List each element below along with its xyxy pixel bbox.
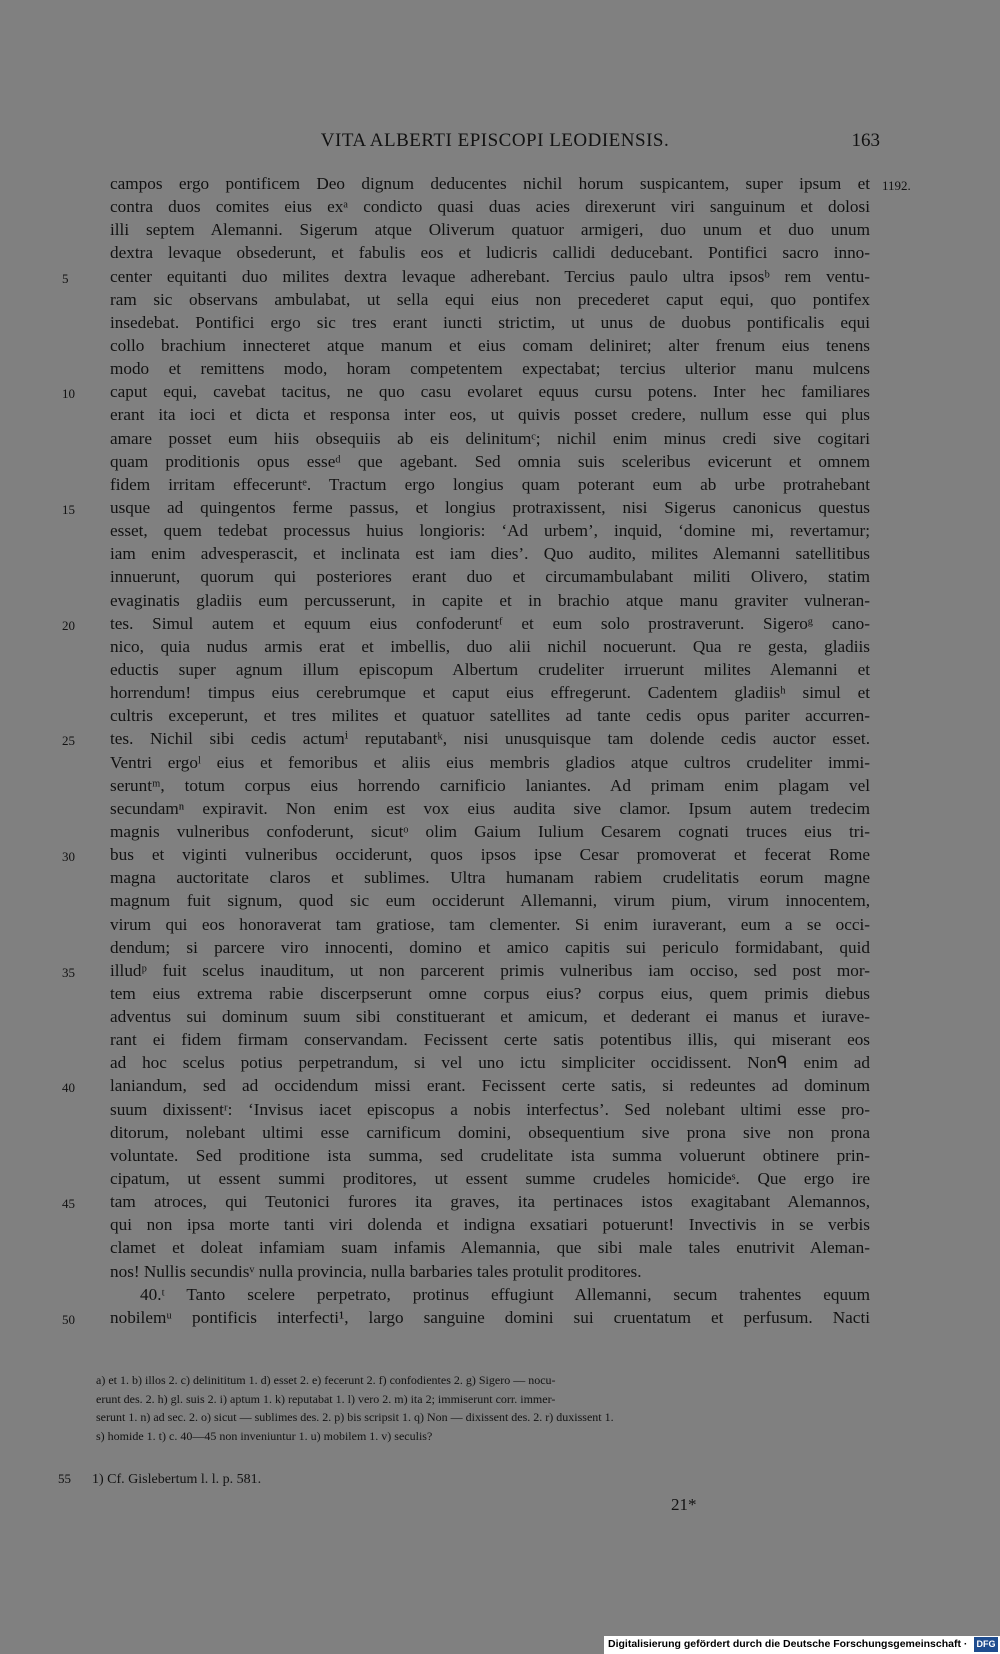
text-line bbox=[110, 936, 870, 959]
line-text: evaginatis gladiis eum percusserunt, in capite et in brachio atque manu graviter vulneran- bbox=[110, 590, 870, 610]
text-line bbox=[62, 727, 870, 750]
text-line bbox=[110, 658, 870, 681]
line-text: dextra levaque obsederunt, et fabulis eos et ludicris callidi deducebant. Pontifici sacro inno- bbox=[110, 243, 870, 263]
page-number: 163 bbox=[851, 130, 880, 151]
text-line bbox=[110, 1051, 870, 1074]
line-text: bus et viginti vulneribus occiderunt, quos ipsos ipse Cesar promoverat et fecerat Rome bbox=[110, 845, 870, 865]
text-line bbox=[110, 334, 870, 357]
line-text: laniandum, sed ad occidendum missi erant. Fecissent certe satis, si redeuntes ad dominum bbox=[110, 1076, 870, 1096]
footnote-text: 1) Cf. Gislebertum l. l. p. 581. bbox=[92, 1472, 262, 1487]
line-number: 40 bbox=[62, 1080, 75, 1096]
line-text: illi septem Alemanni. Sigerum atque Oliverum quatuor armigeri, duo unum et duo unum bbox=[110, 220, 870, 240]
text-line bbox=[62, 959, 870, 982]
text-line bbox=[62, 380, 870, 403]
line-text: amare posset eum hiis obsequiis ab eis delinitumᶜ; nichil enim minus credi sive cogitari bbox=[110, 428, 870, 448]
line-text: virum qui eos honoraverat tam gratiose, tam clementer. Si enim iuraverant, eum a se occi- bbox=[110, 914, 870, 934]
sheet-signature: 21* bbox=[671, 1495, 697, 1514]
text-line bbox=[110, 1005, 870, 1028]
text-line bbox=[110, 519, 870, 542]
text-line bbox=[110, 1028, 870, 1051]
line-text: modo et remittens modo, horam competentem expectabat; tercius ulterior manu mulcens bbox=[110, 359, 870, 379]
variant-note-line: erunt des. 2. h) gl. suis 2. i) aptum 1. k) reputabat 1. l) vero 2. m) ita 2; immiserunt corr. immer- bbox=[96, 1391, 556, 1406]
line-text: tem eius extrema rabie discerpserunt omne corpus eius? corpus eius, quem primis diebus bbox=[110, 983, 870, 1003]
line-number: 35 bbox=[62, 964, 75, 980]
line-text: collo brachium innecteret atque manum et eius comam deliniret; alter frenum eius tenens bbox=[110, 335, 870, 355]
text-line bbox=[110, 357, 870, 380]
line-text: campos ergo pontificem Deo dignum deducentes nichil horum suspicantem, super ipsum et bbox=[110, 174, 870, 193]
variant-note-line: s) homide 1. t) c. 40—45 non inveniuntur 1. u) mobilem 1. v) seculis? bbox=[96, 1428, 433, 1443]
text-line bbox=[62, 1074, 870, 1097]
text-line bbox=[110, 450, 870, 473]
text-line bbox=[110, 565, 870, 588]
text-line bbox=[62, 265, 870, 288]
line-text: magnum fuit signum, quod sic eum occiderunt Allemanni, virum pium, virum innocentem, bbox=[110, 891, 870, 911]
text-line bbox=[110, 427, 870, 450]
dfg-logo-icon: DFG bbox=[974, 1637, 998, 1652]
line-text: secundamⁿ expiravit. Non enim est vox eius audita sive clamor. Ipsum autem tredecim bbox=[110, 798, 870, 818]
line-text: caput equi, cavebat tacitus, ne quo casu evolaret equus cursu potens. Inter hec familiares bbox=[110, 382, 870, 402]
text-line bbox=[110, 241, 870, 264]
line-text: tes. Simul autem et equum eius confoderuntᶠ et eum solo prostraverunt. Sigeroᵍ cano- bbox=[110, 613, 870, 633]
footnotes bbox=[58, 1471, 458, 1488]
text-line bbox=[62, 612, 870, 635]
page-header bbox=[110, 130, 880, 156]
line-text: rant ei fidem firmam conservandam. Fecissent certe satis potentibus illis, qui miserant eos bbox=[110, 1030, 870, 1050]
line-text: tes. Nichil sibi cedis actumⁱ reputabantᵏ, nisi unusquisque tam dolende cedis auctor esset. bbox=[110, 729, 870, 749]
line-text: nico, quia nudus armis erat et imbellis, duo alii nichil nocuerunt. Qua re gesta, gladiis bbox=[110, 636, 870, 656]
line-text: fidem irritam effeceruntᵉ. Tractum ergo longius quam poterant eum ab urbe protrahebant bbox=[110, 474, 870, 494]
line-text: tam atroces, qui Teutonici furores ita graves, ita pertinaces istos exagitabant Alemannos, bbox=[110, 1192, 870, 1212]
text-line bbox=[110, 1098, 870, 1121]
text-line bbox=[110, 982, 870, 1005]
line-text: innuerunt, quorum qui posteriores erant duo et circumambulabant militi Olivero, statim bbox=[110, 567, 870, 587]
text-line bbox=[110, 1283, 870, 1306]
text-line bbox=[110, 172, 911, 195]
line-text: clamet et doleat infamiam suam infamis Alemannia, que sibi male tales enutrivit Aleman- bbox=[110, 1238, 870, 1258]
text-line bbox=[110, 403, 870, 426]
text-line bbox=[110, 1121, 870, 1144]
line-text: adventus sui dominum suum sibi constituerant et amicum, et dederant ei manus et iurave- bbox=[110, 1007, 870, 1027]
line-text: illudᵖ fuit scelus inauditum, ut non parcerent primis vulneribus iam occiso, sed post mor- bbox=[110, 960, 870, 980]
line-text: nobilemᵘ pontificis interfecti¹, largo sanguine domini sui cruentatum et perfusum. Nacti bbox=[110, 1307, 870, 1327]
line-text: magnis vulneribus confoderunt, sicutᵒ olim Gaium Iulium Cesarem cognati truces eius tri- bbox=[110, 821, 870, 841]
text-line bbox=[110, 1144, 870, 1167]
text-line bbox=[62, 1306, 870, 1329]
line-text: iam enim advesperascit, et inclinata est iam dies’. Quo audito, milites Alemanni satellitibus bbox=[110, 544, 870, 564]
text-line bbox=[110, 820, 870, 843]
line-number: 50 bbox=[62, 1311, 75, 1327]
text-line bbox=[110, 1213, 870, 1236]
line-text: eductis super agnum illum episcopum Albertum crudeliter irruerunt milites Alemanni et bbox=[110, 659, 870, 679]
text-line bbox=[110, 913, 870, 936]
line-text: ditorum, nolebant ultimi esse carnificum domini, obsequentium sive prona sive non prona bbox=[110, 1122, 870, 1142]
text-line bbox=[110, 473, 870, 496]
line-number: 15 bbox=[62, 501, 75, 517]
text-line bbox=[110, 797, 870, 820]
line-text: voluntate. Sed proditione ista summa, sed crudelitate ista summa voluerunt obtinere prin- bbox=[110, 1145, 870, 1165]
text-line bbox=[110, 1260, 870, 1283]
digitization-banner bbox=[604, 1636, 1000, 1654]
line-text: Ventri ergoˡ eius et femoribus et aliis eius membris gladios atque cultros crudeliter immi- bbox=[110, 752, 870, 772]
line-number: 20 bbox=[62, 617, 75, 633]
text-line bbox=[110, 866, 870, 889]
text-line bbox=[62, 843, 870, 866]
line-text: insedebat. Pontifici ergo sic tres erant iuncti strictim, ut unus de duobus pontificalis equi bbox=[110, 312, 870, 332]
line-number: 25 bbox=[62, 733, 75, 749]
text-line bbox=[110, 704, 870, 727]
text-line bbox=[110, 542, 870, 565]
line-text: contra duos comites eius exᵃ condicto quasi duas acies direxerunt viri sanguinum et dolosi bbox=[110, 197, 870, 217]
text-line bbox=[110, 681, 870, 704]
text-line bbox=[110, 218, 870, 241]
line-text: dendum; si parcere viro innocenti, domino et amico capitis sui periculo formidabant, quid bbox=[110, 937, 870, 957]
line-number: 10 bbox=[62, 386, 75, 402]
footnote-line-number: 55 bbox=[58, 1471, 71, 1486]
line-text: usque ad quingentos ferme passus, et longius protraxissent, nisi Sigerus canonicus questus bbox=[110, 497, 870, 517]
text-line bbox=[110, 1236, 870, 1259]
variant-note-line: serunt 1. n) ad sec. 2. o) sicut — sublimes des. 2. p) bis scripsit 1. q) Non — dixissent des. 2. r) duxissent 1. bbox=[96, 1410, 614, 1424]
text-line bbox=[110, 589, 870, 612]
banner-text: Digitalisierung gefördert durch die Deutsche Forschungsgemeinschaft · bbox=[608, 1638, 968, 1650]
text-line bbox=[110, 195, 870, 218]
text-line bbox=[110, 635, 870, 658]
line-text: cultris exceperunt, et tres milites et quatuor satellites ad tante cedis opus pariter accurren- bbox=[110, 706, 870, 726]
line-text: ad hoc scelus potius perpetrandum, si vel uno ictu simpliciter occidissent. Nonᑫ enim ad bbox=[110, 1053, 870, 1073]
running-title: VITA ALBERTI EPISCOPI LEODIENSIS. bbox=[320, 130, 670, 151]
line-text: erant ita ioci et dicta et responsa inter eos, ut quivis posset credere, nullum esse qui plus bbox=[110, 405, 870, 425]
line-text: ram sic observans ambulabat, ut sella equi eius non precederet caput equi, quo pontifex bbox=[110, 289, 870, 309]
line-text: quam proditionis opus esseᵈ que agebant. Sed omnia suis sceleribus evicerunt et omnem bbox=[110, 451, 870, 471]
line-text: seruntᵐ, totum corpus eius horrendo carnificio laniantes. Ad primam enim plagam vel bbox=[110, 775, 870, 795]
margin-year: 1192. bbox=[882, 178, 911, 193]
line-text: qui non ipsa morte tanti viri dolenda et indigna exsatiari potuerunt! Invectivis in se verbis bbox=[110, 1215, 870, 1235]
line-text: horrendum! timpus eius cerebrumque et caput eius effregerunt. Cadentem gladiisʰ simul et bbox=[110, 683, 870, 703]
text-line bbox=[110, 774, 870, 797]
line-text: nos! Nullis secundisᵛ nulla provincia, nulla barbaries tales protulit proditores. bbox=[110, 1261, 642, 1281]
main-text-block bbox=[62, 172, 911, 1329]
line-number: 5 bbox=[62, 270, 69, 286]
variant-note-line: a) et 1. b) illos 2. c) delinititum 1. d) esset 2. e) fecerunt 2. f) confodientes 2. g) Sigero — nocu- bbox=[96, 1373, 556, 1387]
line-text: 40.ᵗ Tanto scelere perpetrato, protinus effugiunt Allemanni, secum trahentes equum bbox=[140, 1284, 870, 1304]
line-text: magna auctoritate claros et sublimes. Ultra humanam rabiem crudelitatis eorum magne bbox=[110, 868, 870, 888]
line-text: esset, quem tedebat processus huius longioris: ‘Ad urbem’, inquid, ‘domine mi, revertamur; bbox=[110, 521, 870, 541]
text-line bbox=[110, 311, 870, 334]
line-number: 45 bbox=[62, 1196, 75, 1212]
text-line bbox=[110, 751, 870, 774]
line-number: 30 bbox=[62, 849, 75, 865]
text-line bbox=[110, 288, 870, 311]
line-text: suum dixissentʳ: ‘Invisus iacet episcopus a nobis interfectus’. Sed nolebant ultimi esse pro- bbox=[110, 1099, 870, 1119]
line-text: cipatum, ut essent summi proditores, ut essent summe crudeles homicideˢ. Que ergo ire bbox=[110, 1169, 870, 1189]
text-line bbox=[110, 889, 870, 912]
text-line bbox=[62, 1190, 870, 1213]
line-text: center equitanti duo milites dextra levaque adherebant. Tercius paulo ultra ipsosᵇ rem ventu- bbox=[110, 266, 870, 286]
text-line bbox=[62, 496, 870, 519]
text-line bbox=[110, 1167, 870, 1190]
variant-notes bbox=[96, 1371, 876, 1445]
